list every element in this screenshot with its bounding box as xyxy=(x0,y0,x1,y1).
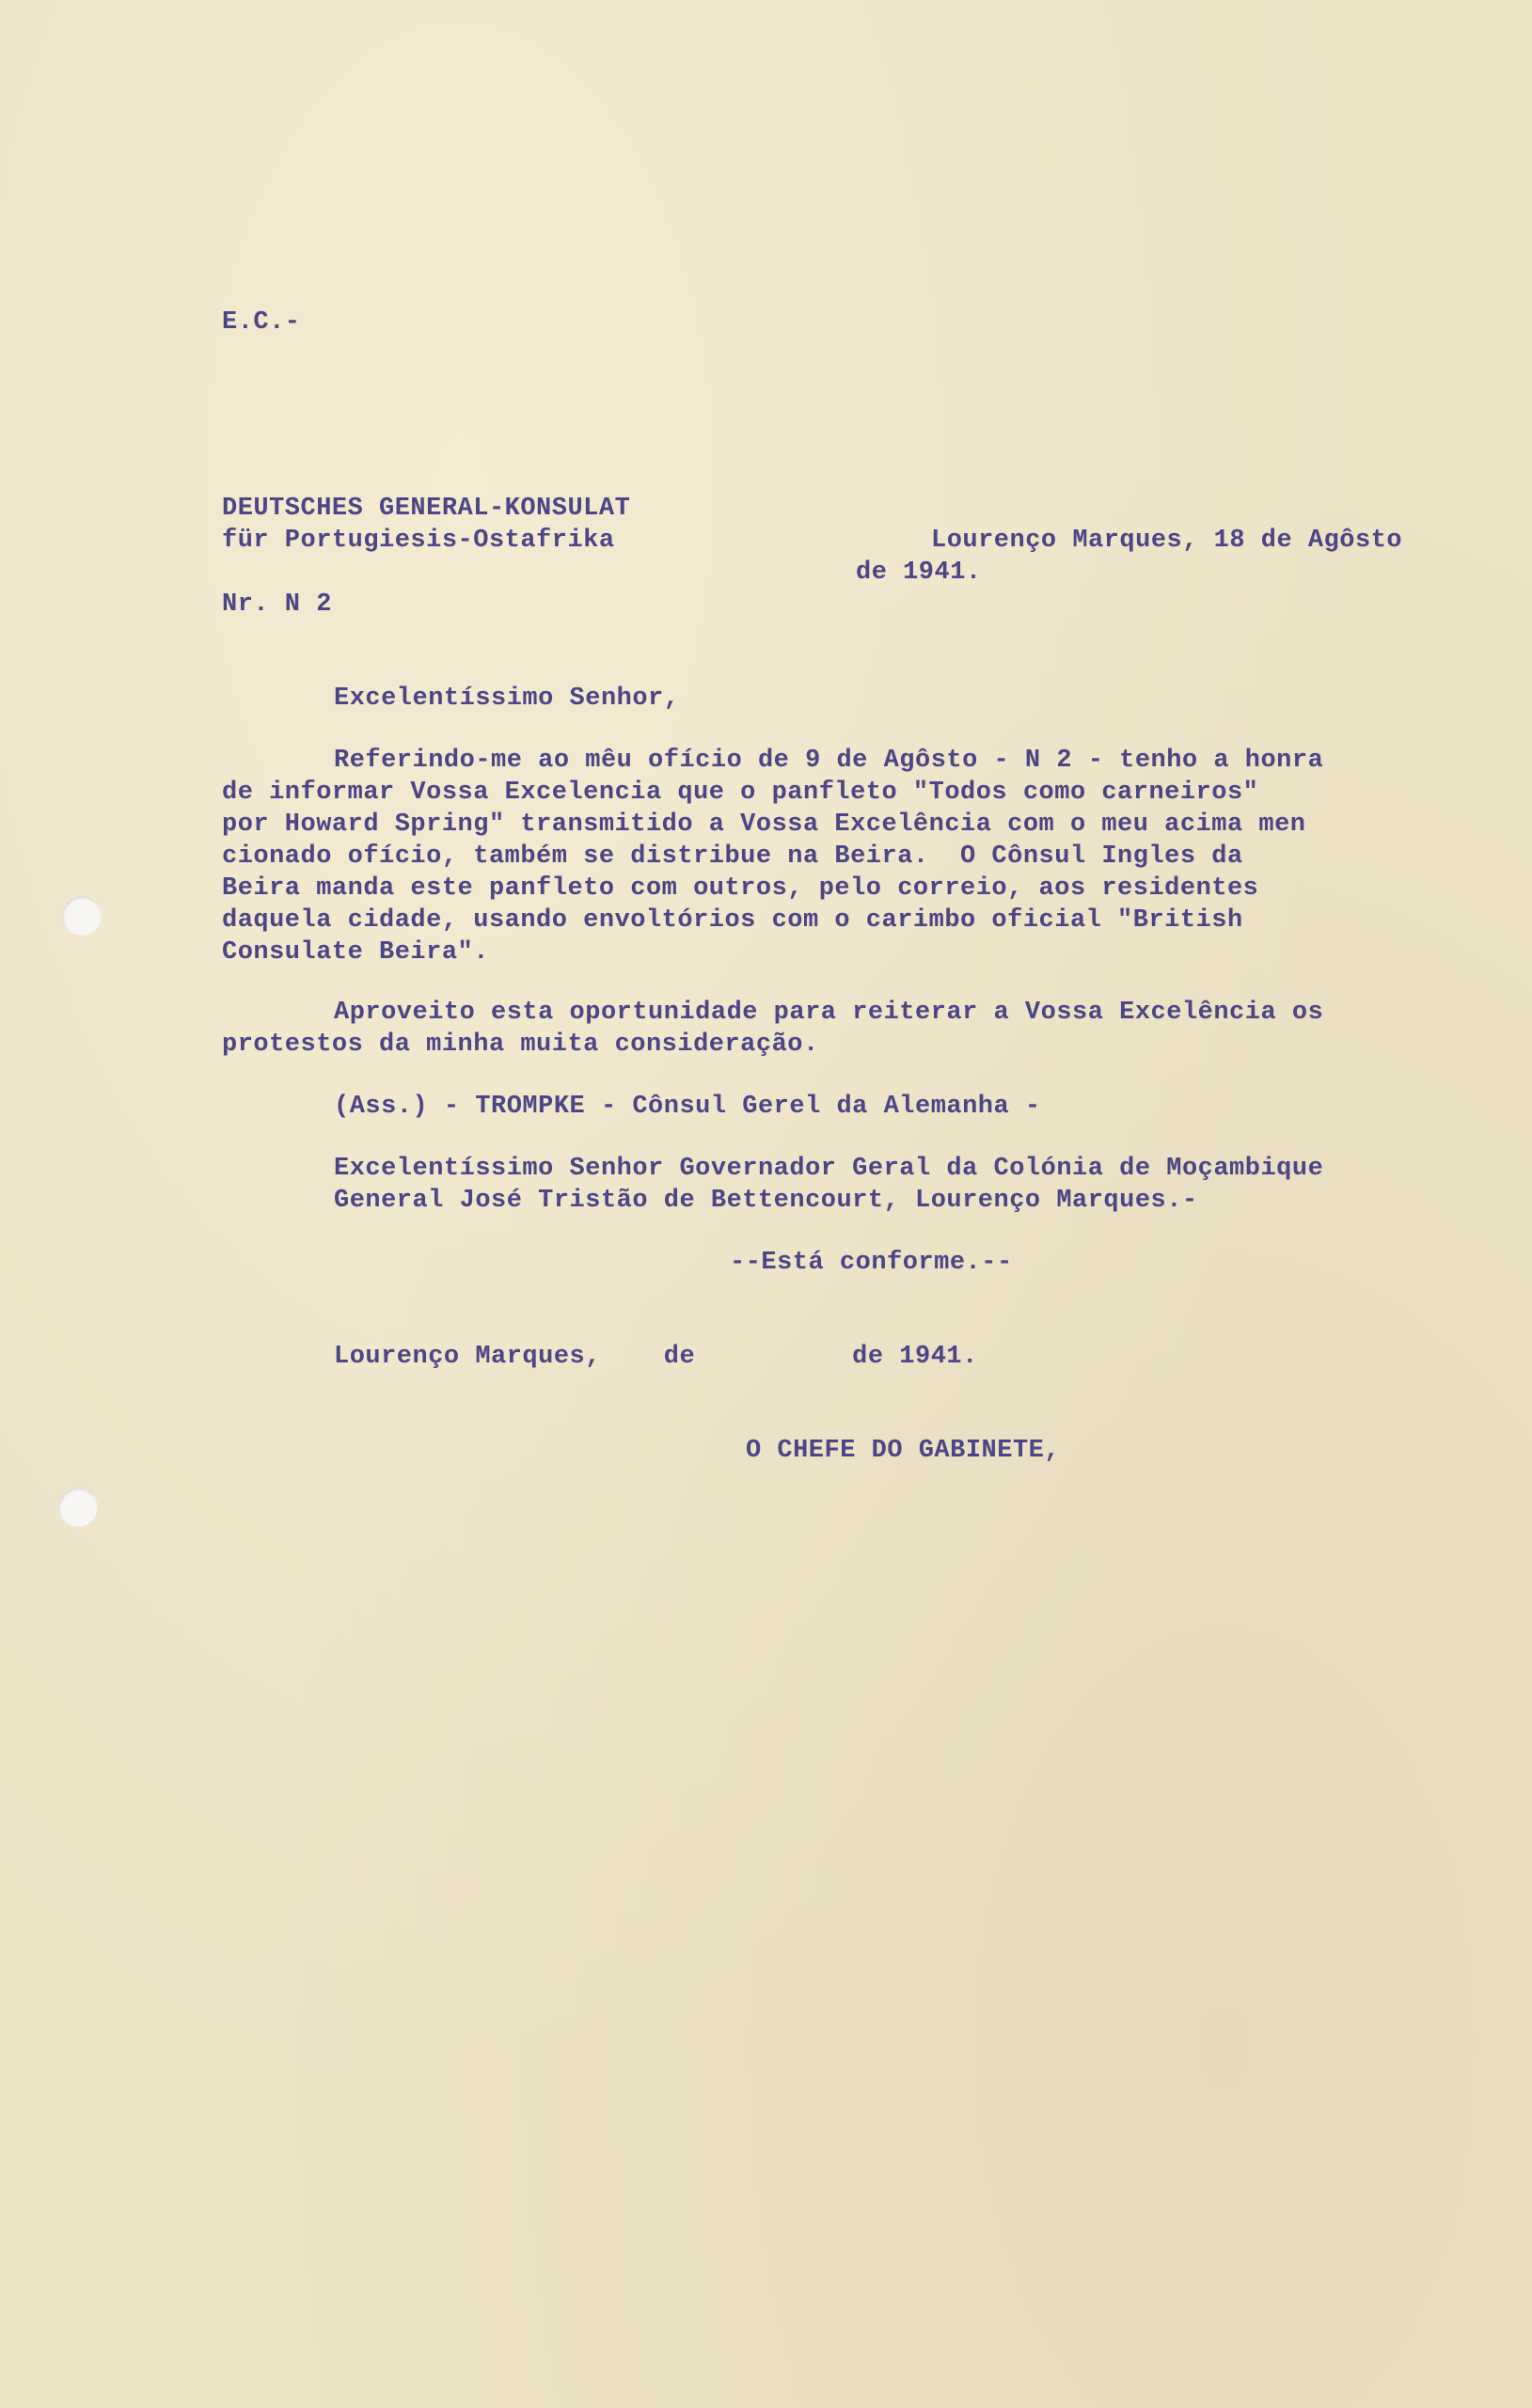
paragraph-1-line: cionado ofício, também se distribue na Beira. O Cônsul Ingles da xyxy=(222,842,1243,871)
paragraph-1-line: Consulate Beira". xyxy=(222,938,489,967)
conforme-line: --Está conforme.-- xyxy=(730,1249,1013,1277)
paragraph-1-line: Referindo-me ao mêu ofício de 9 de Agôsto - N 2 - tenho a honra xyxy=(334,747,1324,775)
punch-hole-top xyxy=(62,896,102,936)
paragraph-1-line: por Howard Spring" transmitido a Vossa Excelência com o meu acima men xyxy=(222,811,1306,839)
place-date-line-2: de 1941. xyxy=(856,559,982,587)
document-number: Nr. N 2 xyxy=(222,590,332,619)
paragraph-2-line: protestos da minha muita consideração. xyxy=(222,1031,819,1059)
signature-line: (Ass.) - TROMPKE - Cônsul Gerel da Alemanha - xyxy=(334,1093,1041,1121)
reference-code: E.C.- xyxy=(222,308,301,337)
addressee-line-1: Excelentíssimo Senhor Governador Geral da Colónia de Moçambique xyxy=(334,1155,1324,1183)
place-date-line-1: Lourenço Marques, 18 de Agôsto xyxy=(931,527,1403,555)
paragraph-1-line: daquela cidade, usando envoltórios com o carimbo oficial "British xyxy=(222,906,1243,935)
paragraph-2-line: Aproveito esta oportunidade para reiterar a Vossa Excelência os xyxy=(334,999,1324,1027)
salutation: Excelentíssimo Senhor, xyxy=(334,685,680,713)
punch-hole-bottom xyxy=(58,1487,98,1527)
paragraph-1-line: Beira manda este panfleto com outros, pelo correio, aos residentes xyxy=(222,874,1259,903)
footer-title: O CHEFE DO GABINETE, xyxy=(746,1437,1061,1465)
sender-line-2: für Portugiesis-Ostafrika xyxy=(222,527,615,555)
addressee-line-2: General José Tristão de Bettencourt, Lourenço Marques.- xyxy=(334,1187,1198,1215)
paragraph-1-line: de informar Vossa Excelencia que o panfleto "Todos como carneiros" xyxy=(222,779,1259,807)
sender-line-1: DEUTSCHES GENERAL-KONSULAT xyxy=(222,495,631,523)
footer-place-date: Lourenço Marques, de de 1941. xyxy=(334,1343,978,1371)
